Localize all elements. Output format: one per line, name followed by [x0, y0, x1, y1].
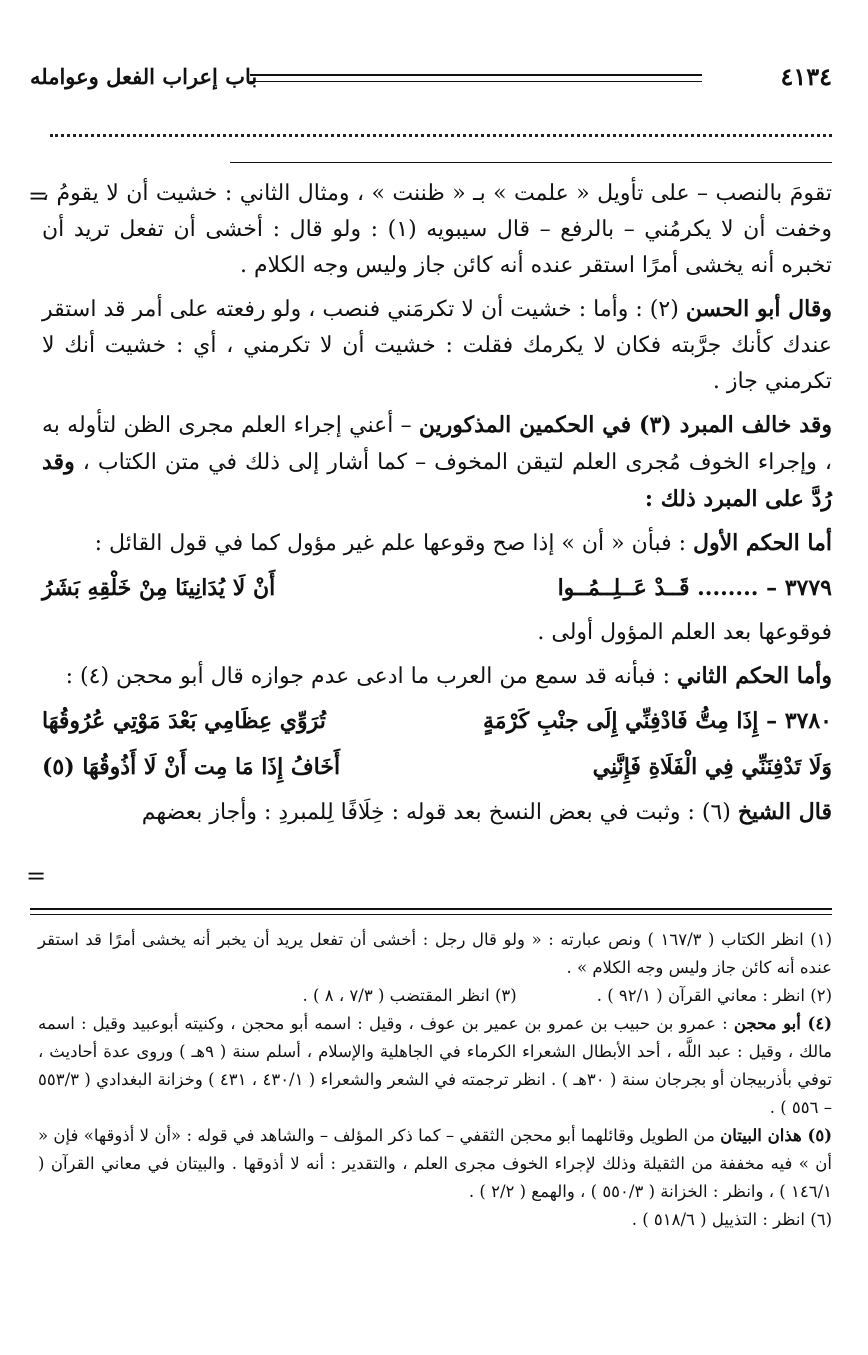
verse-text: قَــدْ عَــلِــمُــوا	[557, 575, 690, 601]
continuation-mark: =	[26, 862, 47, 890]
footnote-text: من الطويل وقائلهما أبو محجن الثقفي – كما ذكر المؤلف – والشاهد في قوله : «أن لا أذوقها» فإن « أن » فيه مخففة من الثقيلة وذلك لإجراء الخوف مجرى العلم ، والتقدير : أنه لا أذوقها . والبيتان في معاني القرآن ( ١٤٦/١ ) ، وانظر : الخزانة ( ٥٥٠/٣ ) ، والهمع ( ٢/٢ ) .	[38, 1126, 832, 1201]
footnote	[38, 1122, 832, 1206]
paragraph-text: : فبأن « أن » إذا صح وقوعها علم غير مؤول كما في قول القائل :	[94, 531, 693, 556]
paragraph	[42, 525, 832, 562]
verse-hemistich: أَخَافُ إِذَا مَا مِت أَنْ لَا أَذُوقُهَا (٥)	[42, 754, 341, 780]
main-text	[42, 176, 832, 838]
book-page	[26, 0, 833, 1355]
paragraph-lead: وقال أبو الحسن	[685, 296, 833, 322]
page-number: ٤١٣٤	[780, 62, 832, 91]
paragraph-lead: أما الحكم الأول	[693, 530, 832, 556]
dotted-separator	[50, 134, 832, 147]
footnote-text: : عمرو بن حبيب بن عمرو بن عمير بن عوف ، وقيل : اسمه أبو محجن ، وكنيته أبوعبيد وقيل : اسمه مالك ، وقيل : عبد اللَّه ، أحد الأبطال الشعراء الكرماء في الجاهلية والإسلام ، أسلم سنة ( ٩هـ ) وروى عدة أحاديث ، توفي بأذربيجان أو بجرجان سنة ( ٣٠هـ ) . انظر ترجمته في الشعر والشعراء ( ٤٣٠/١ ، ٤٣١ ) وخزانة البغدادي ( ٥٥٣/٣ – ٥٥٦ ) .	[38, 1014, 832, 1117]
header-rule	[250, 74, 702, 82]
footnote: (٢) انظر : معاني القرآن ( ٩٢/١ ) .	[596, 986, 832, 1005]
footnote-rule	[30, 908, 832, 910]
paragraph	[42, 407, 832, 518]
paragraph-lead: وقد خالف المبرد (٣) في الحكمين المذكورين	[418, 412, 832, 438]
footnote: (٦) انظر : التذييل ( ٥١٨/٦ ) .	[631, 1210, 832, 1229]
verse-hemistich: أَنْ لَا يُدَانِينَا مِنْ خَلْقِهِ بَشَرُ	[42, 575, 276, 601]
verse-hemistich: تُرَوِّي عِظَامِي بَعْدَ مَوْتِي عُرُوقُهَا	[42, 708, 326, 734]
footnote-row	[38, 982, 832, 1010]
footnote: (١) انظر الكتاب ( ١٦٧/٣ ) ونص عبارته : « ولو قال رجل : أخشى أن تفعل يريد أن يخبر أنه يخشى أمرًا قد استقر عنده أنه كائن جاز وليس وجه الكلام » .	[38, 930, 832, 977]
verse-number: ٣٧٧٩ – ........	[697, 575, 832, 601]
continuation-mark: =	[28, 182, 49, 210]
chapter-title: باب إعراب الفعل وعوامله	[30, 64, 258, 89]
paragraph: فوقوعها بعد العلم المؤول أولى .	[537, 620, 832, 645]
paragraph-text: (٢) : وأما : خشيت أن لا تكرمَني فنصب ، ولو رفعته على أمر قد استقر عندك كأنك جرَّبته فكان لا يكرمك فقلت : خشيت أن لا تكرمني ، أي : خشيت أنك لا تكرمني جاز .	[42, 297, 832, 394]
verse-hemistich: وَلَا تَدْفِنَنِّي فِي الْفَلَاةِ فَإِنَّنِي	[592, 754, 832, 780]
footnote: (٣) انظر المقتضب ( ٧/٣ ، ٨ ) .	[302, 986, 517, 1005]
footnote	[38, 1010, 832, 1122]
paragraph	[42, 794, 832, 831]
footnotes	[38, 926, 832, 1234]
verse-hemistich: ٣٧٨٠ – إِذَا مِتُّ فَادْفِنِّي إِلَى جنْبِ كَرْمَةٍ	[483, 708, 832, 734]
paragraph-text: – أعني إجراء العلم مجرى الظن لتأوله به ، وإجراء الخوف مُجرى العلم لتيقن المخوف – كما أشار إلى ذلك في متن الكتاب ،	[42, 413, 832, 475]
paragraph	[42, 291, 832, 400]
verse-line	[42, 702, 832, 740]
paragraph	[42, 658, 832, 695]
footnote-rule	[30, 914, 832, 915]
paragraph-text: : فبأنه قد سمع من العرب ما ادعى عدم جوازه قال أبو محجن (٤) :	[65, 664, 678, 689]
section-rule	[230, 162, 832, 163]
paragraph-lead: قال الشيخ	[737, 799, 832, 825]
page-header	[30, 62, 832, 94]
paragraph-tail: وقد رُدَّ على المبرد ذلك :	[42, 449, 832, 512]
paragraph: تقومَ بالنصب – على تأويل « علمت » بـ « ظننت » ، ومثال الثاني : خشيت أن لا يقومُ ، وخفت أن لا يكرمُني – بالرفع – قال سيبويه (١) : ولو قال : أخشى أن تفعل تريد أن تخبره أنه يخشى أمرًا استقر عنده أنه كائن جاز وليس وجه الكلام .	[42, 181, 832, 278]
footnote-lead: (٥) هذان البيتان	[720, 1126, 832, 1145]
verse-line	[42, 569, 832, 607]
verse-line	[42, 748, 832, 786]
verse-hemistich	[558, 569, 832, 607]
paragraph-text: (٦) : وثبت في بعض النسخ بعد قوله : خِلَافًا لِلمبردِ : وأجاز بعضهم	[141, 800, 738, 825]
paragraph-lead: وأما الحكم الثاني	[677, 663, 832, 689]
footnote-lead: (٤) أبو محجن	[733, 1014, 832, 1033]
